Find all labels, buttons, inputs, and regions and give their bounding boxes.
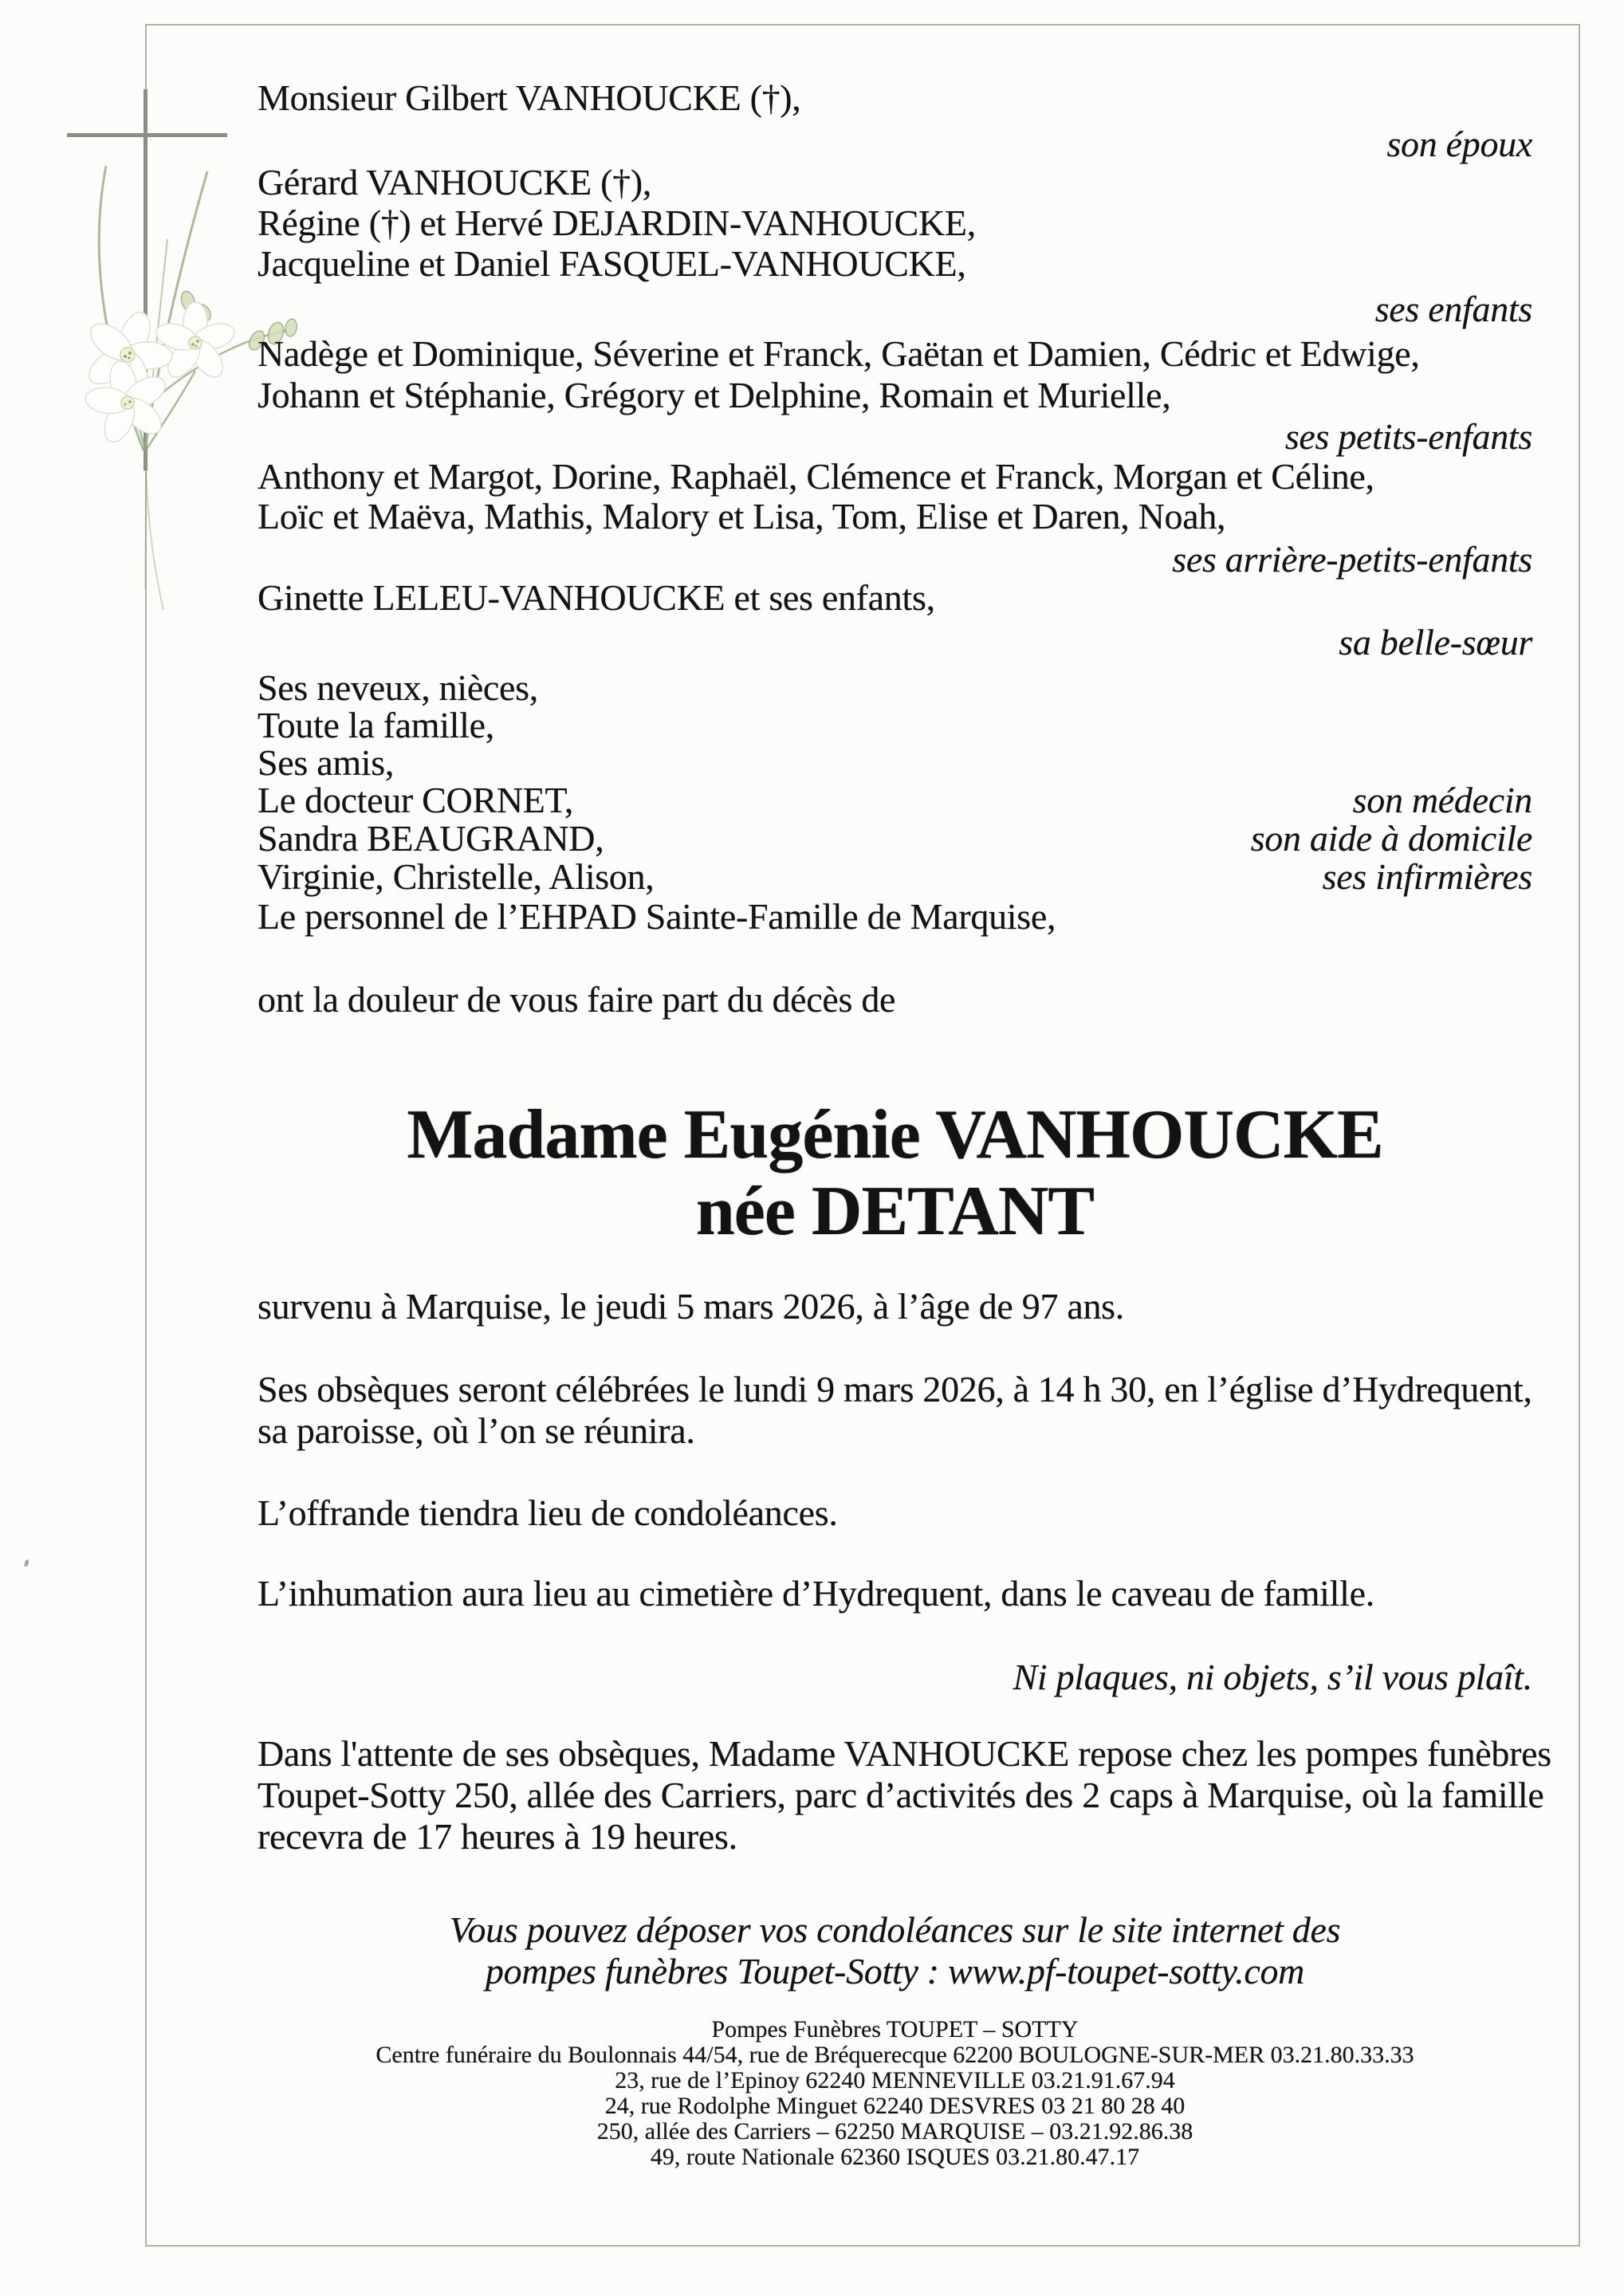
mourner-line: Ginette LELEU-VANHOUCKE et ses enfants, <box>258 577 935 618</box>
repose-line: Toupet-Sotty 250, allée des Carriers, parc d’activités des 2 caps à Marquise, où la famille <box>258 1775 1544 1815</box>
mourner-row <box>258 780 1532 821</box>
relation-label: ses arrière-petits-enfants <box>1172 539 1532 580</box>
mourner-line: Jacqueline et Daniel FASQUEL-VANHOUCKE, <box>258 243 966 284</box>
footer-company: Pompes Funèbres TOUPET – SOTTY <box>711 2016 1079 2042</box>
repose-line: Dans l'attente de ses obsèques, Madame VANHOUCKE repose chez les pompes funèbres <box>258 1733 1551 1774</box>
relation-label: ses enfants <box>1374 289 1532 329</box>
relation-label: son aide à domicile <box>1250 818 1532 859</box>
footer-address: 24, rue Rodolphe Minguet 62240 DESVRES 03 21 80 28 40 <box>604 2093 1186 2119</box>
mourner-line: Virginie, Christelle, Alison, <box>258 856 655 897</box>
deceased-name: Madame Eugénie VANHOUCKE <box>407 1096 1383 1174</box>
mourner-line: Toute la famille, <box>258 705 494 745</box>
repose-line: recevra de 17 heures à 19 heures. <box>258 1816 737 1857</box>
relation-label: son médecin <box>1352 780 1532 820</box>
relation-label: ses infirmières <box>1322 856 1532 897</box>
footer-address: 23, rue de l’Epinoy 62240 MENNEVILLE 03.21.91.67.94 <box>615 2067 1175 2094</box>
plaques-notice: Ni plaques, ni objets, s’il vous plaît. <box>1013 1657 1532 1697</box>
service-detail-line: sa paroisse, où l’on se réunira. <box>258 1410 695 1451</box>
mourner-line: Ses amis, <box>258 742 395 783</box>
footer-address: 250, allée des Carriers – 62250 MARQUISE – 03.21.92.86.38 <box>596 2118 1193 2145</box>
mourner-line: Régine (†) et Hervé DEJARDIN-VANHOUCKE, <box>258 202 976 243</box>
mourner-row <box>258 856 1532 898</box>
relation-label: ses petits-enfants <box>1284 416 1532 457</box>
mourner-line: Monsieur Gilbert VANHOUCKE (†), <box>258 77 801 118</box>
condolences-line: Vous pouvez déposer vos condoléances sur le site internet des <box>449 1909 1341 1950</box>
death-detail-line: survenu à Marquise, le jeudi 5 mars 2026, à l’âge de 97 ans. <box>258 1286 1124 1327</box>
mourner-line: Loïc et Maëva, Mathis, Malory et Lisa, Tom, Elise et Daren, Noah, <box>258 496 1226 537</box>
memorial-cross-bar <box>67 133 227 137</box>
mourner-line: Johann et Stéphanie, Grégory et Delphine, Romain et Murielle, <box>258 375 1171 415</box>
footer-address: 49, route Nationale 62360 ISQUES 03.21.80.47.17 <box>650 2144 1140 2170</box>
mourner-line: Nadège et Dominique, Séverine et Franck, Gaëtan et Damien, Cédric et Edwige, <box>258 333 1420 374</box>
footer-address: Centre funéraire du Boulonnais 44/54, rue de Bréquerecque 62200 BOULOGNE-SUR-MER 03.21.80.33.33 <box>376 2042 1414 2068</box>
mourner-row <box>258 818 1532 859</box>
mourner-line: Le docteur CORNET, <box>258 780 574 820</box>
mourner-line: Ses neveux, nièces, <box>258 667 538 708</box>
service-detail-line: Ses obsèques seront célébrées le lundi 9 mars 2026, à 14 h 30, en l’église d’Hydrequent, <box>258 1369 1532 1409</box>
mourner-line: Anthony et Margot, Dorine, Raphaël, Clémence et Franck, Morgan et Céline, <box>258 456 1374 497</box>
offering-line: L’offrande tiendra lieu de condoléances. <box>258 1492 838 1533</box>
mourner-line: Sandra BEAUGRAND, <box>258 818 604 859</box>
condolences-line: pompes funèbres Toupet-Sotty : www.pf-toupet-sotty.com <box>485 1951 1305 1991</box>
burial-line: L’inhumation aura lieu au cimetière d’Hydrequent, dans le caveau de famille. <box>258 1573 1374 1614</box>
relation-label: son époux <box>1386 124 1532 164</box>
mourner-line: Gérard VANHOUCKE (†), <box>258 162 652 202</box>
mourner-line: Le personnel de l’EHPAD Sainte-Famille de Marquise, <box>258 896 1056 937</box>
announcement-line: ont la douleur de vous faire part du décès de <box>258 979 896 1020</box>
deceased-maiden-name: née DETANT <box>695 1173 1095 1250</box>
scan-artifact <box>24 1559 29 1567</box>
relation-label: sa belle-sœur <box>1339 622 1532 662</box>
